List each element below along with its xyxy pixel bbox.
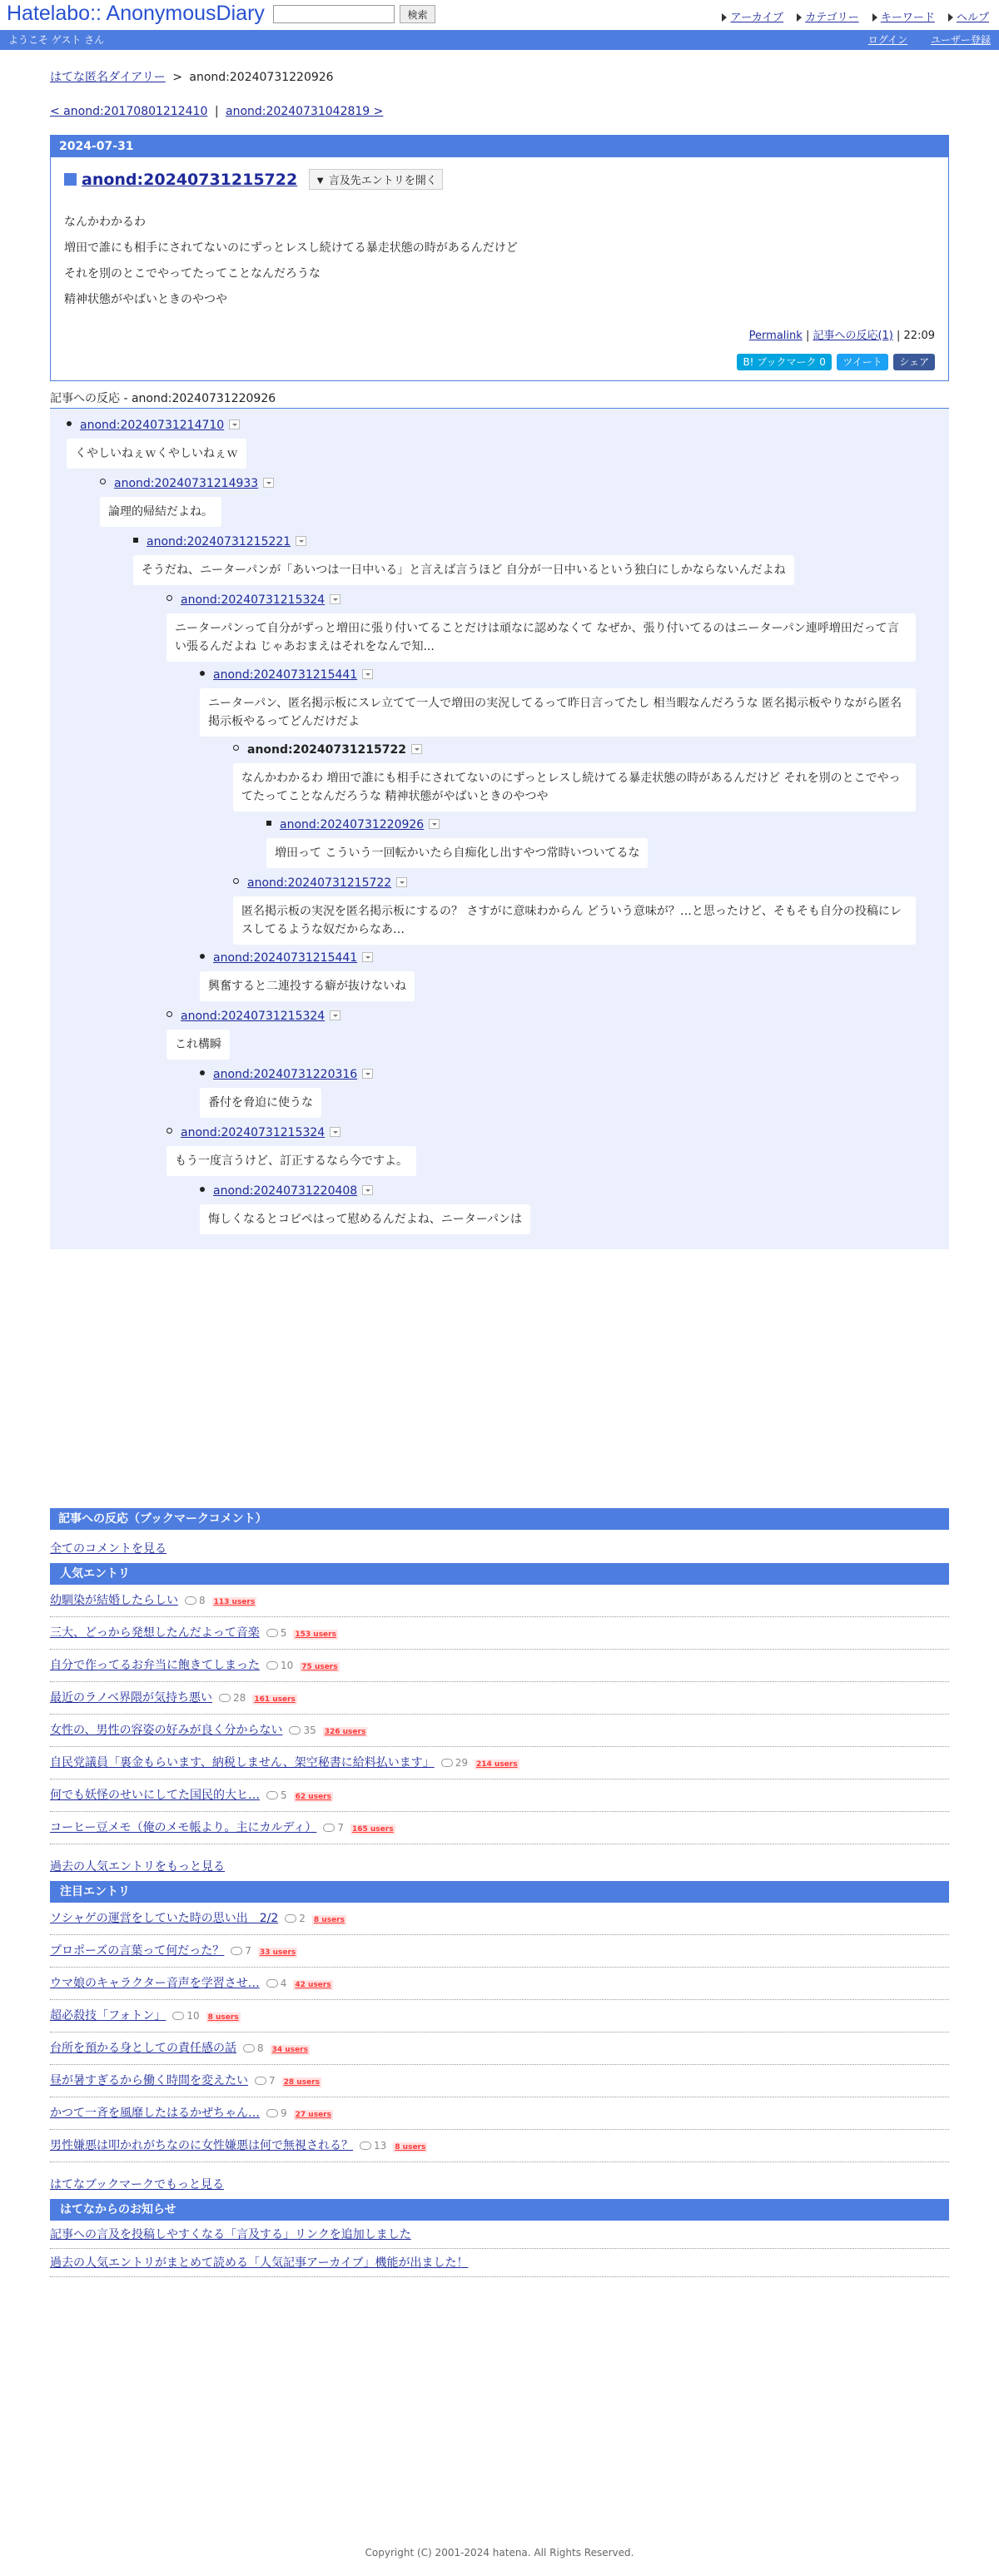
hatena-bookmark-button[interactable]: B! ブックマーク 0 <box>737 354 831 370</box>
main-content <box>50 50 949 1249</box>
reaction-text: これ構瞬 <box>166 1030 230 1060</box>
news-link[interactable]: 記事への言及を投稿しやすくなる「言及する」リンクを追加しました <box>50 2228 411 2241</box>
entry-link[interactable]: 女性の、男性の容姿の好みが良く分からない <box>50 1724 283 1737</box>
tweet-button[interactable]: ツイート <box>837 354 887 370</box>
nav-archive[interactable]: アーカイブ <box>722 12 783 24</box>
entry-text <box>64 210 935 313</box>
users-badge[interactable]: 42 users <box>295 1981 331 1989</box>
chevron-down-icon[interactable] <box>330 1010 340 1020</box>
users-badge[interactable]: 28 users <box>283 2078 320 2087</box>
entry-link[interactable]: 男性嫌悪は叩かれがちなのに女性嫌悪は何で無視される？ <box>50 2139 353 2152</box>
footer-copyright: Copyright (C) 2001-2024 hatena. All Rights Reserved. <box>365 2547 634 2559</box>
users-badge[interactable]: 113 users <box>213 1598 256 1606</box>
reaction-node <box>233 876 916 945</box>
list-item <box>50 1650 949 1682</box>
open-reference-button[interactable]: ▼ 言及先エントリを開く <box>309 169 442 190</box>
bullet-icon <box>166 1128 172 1134</box>
entry-line: なんかわかるわ <box>64 216 146 229</box>
pager <box>50 105 949 118</box>
reaction-node <box>266 818 648 868</box>
nav-category[interactable]: カテゴリー <box>797 12 858 24</box>
reaction-node <box>100 477 274 527</box>
chevron-down-icon[interactable] <box>330 594 340 604</box>
news-link[interactable]: 過去の人気エントリがまとめて読める「人気記事アーカイブ」機能が出ました！ <box>50 2256 469 2270</box>
reaction-text: 論理的帰結だよね。 <box>100 497 221 527</box>
list-item <box>50 2249 949 2277</box>
all-comments-link[interactable]: 全てのコメントを見る <box>50 1542 166 1556</box>
reaction-node <box>200 1184 530 1234</box>
entry-date: 2024-07-31 <box>51 136 948 157</box>
comment-icon <box>266 1629 278 1637</box>
login-link[interactable]: ログイン <box>867 34 908 46</box>
users-badge[interactable]: 165 users <box>351 1825 394 1834</box>
square-icon <box>64 173 77 186</box>
reaction-node <box>200 951 415 1001</box>
reaction-link[interactable]: anond:20240731214933 <box>114 477 259 490</box>
list-item <box>50 1903 949 1935</box>
comment-count: 10 <box>281 1660 294 1671</box>
reaction-link[interactable]: anond:20240731215441 <box>213 951 358 965</box>
bullet-icon <box>233 745 239 751</box>
breadcrumb-separator: > <box>172 71 182 84</box>
popular-list <box>50 1585 949 1844</box>
reaction-node <box>166 593 916 662</box>
entry-link[interactable]: 超必殺技「フォトン」 <box>50 2009 166 2023</box>
bookmark-comments-heading: 記事への反応（ブックマークコメント） <box>50 1508 949 1530</box>
prev-entry-link[interactable]: < anond:20170801212410 <box>50 105 208 118</box>
entry-link[interactable]: プロポーズの言葉って何だった？ <box>50 1944 225 1958</box>
welcome-text: ようこそ ゲスト さん <box>8 34 105 46</box>
reaction-link[interactable]: anond:20240731220926 <box>280 818 425 831</box>
comment-count: 2 <box>299 1913 306 1924</box>
users-badge[interactable]: 326 users <box>324 1728 366 1736</box>
entry-time: 22:09 <box>903 330 935 342</box>
entry-link[interactable]: 台所を預かる身としての責任感の話 <box>50 2042 236 2055</box>
comment-icon <box>219 1694 231 1702</box>
entry-line: 精神状態がやばいときのやつや <box>64 293 227 306</box>
entry-link[interactable]: 昼が暑すぎるから働く時間を変えたい <box>50 2074 248 2087</box>
attention-heading: 注目エントリ <box>50 1881 949 1903</box>
search-button[interactable]: 検索 <box>400 5 435 23</box>
chevron-down-icon[interactable] <box>396 877 407 887</box>
comment-icon <box>231 1947 242 1955</box>
footer-divider: | <box>897 330 904 342</box>
chevron-down-icon[interactable] <box>296 536 306 546</box>
reaction-link[interactable]: anond:20240731215324 <box>181 1010 326 1023</box>
reaction-text: 興奮すると二連投する癖が抜けないね <box>200 971 415 1001</box>
reaction-text: なんかわかるわ 増田で誰にも相手にされてないのにずっとレスし続けてる暴走状態の時があるんだけど それを別のとこでやってたってことなんだろうな 精神状態がやばいときのやつや <box>233 763 916 812</box>
comment-icon <box>323 1824 335 1832</box>
users-badge[interactable]: 161 users <box>254 1695 296 1704</box>
comment-icon <box>266 1979 278 1988</box>
entry-link[interactable]: 三大、どっから発想したんだよって音楽 <box>50 1626 260 1640</box>
popular-heading: 人気エントリ <box>50 1563 949 1585</box>
search-input[interactable] <box>273 5 395 23</box>
breadcrumb-home[interactable]: はてな匿名ダイアリー <box>50 71 166 84</box>
comment-icon <box>360 2142 371 2150</box>
comment-count: 7 <box>245 1945 251 1957</box>
bullet-icon <box>166 595 172 601</box>
entry-link[interactable]: 自民党議員「裏金もらいます、納税しません、架空秘書に給料払います」 <box>50 1756 435 1769</box>
comment-icon <box>266 2109 278 2117</box>
diary-entry <box>50 135 949 381</box>
breadcrumb <box>50 68 949 85</box>
reaction-node <box>200 1068 373 1118</box>
reaction-current: anond:20240731215722 <box>247 743 406 757</box>
entry-link[interactable]: 自分で作ってるお弁当に飽きてしまった <box>50 1659 260 1672</box>
bullet-icon <box>233 878 239 884</box>
users-badge[interactable]: 33 users <box>259 1948 296 1957</box>
comment-count: 7 <box>269 2075 276 2087</box>
list-item <box>50 1682 949 1715</box>
reaction-node <box>166 1126 416 1176</box>
bullet-icon <box>200 1070 205 1075</box>
entry-link[interactable]: コーヒー豆メモ（俺のメモ帳より。主にカルディ） <box>50 1821 317 1834</box>
reaction-node <box>200 668 916 737</box>
reactions-label: 記事への反応 - anond:20240731220926 <box>50 390 949 409</box>
comment-icon <box>185 1596 196 1605</box>
chevron-down-icon[interactable] <box>263 478 274 488</box>
entry-link[interactable]: ウマ娘のキャラクター音声を学習させ… <box>50 1977 260 1990</box>
reaction-link[interactable]: anond:20240731215722 <box>247 876 392 890</box>
bullet-icon <box>133 538 138 543</box>
reaction-link[interactable]: anond:20240731214710 <box>80 419 225 432</box>
list-item <box>50 1779 949 1812</box>
bullet-icon <box>200 954 205 959</box>
entry-line: 増田で誰にも相手にされてないのにずっとレスし続けてる暴走状態の時があるんだけど <box>64 241 518 255</box>
lower-sections <box>50 1508 949 2277</box>
comment-count: 8 <box>257 2042 264 2054</box>
comment-icon <box>172 2012 184 2020</box>
comment-count: 9 <box>281 2107 287 2119</box>
entry-line: それを別のとこでやってたってことなんだろうな <box>64 267 321 280</box>
footer-divider: | <box>805 330 813 342</box>
comment-count: 5 <box>280 1627 287 1639</box>
list-item <box>50 1747 949 1779</box>
bullet-icon <box>100 479 106 484</box>
list-item <box>50 1715 949 1747</box>
comment-icon <box>441 1759 453 1767</box>
share-buttons <box>64 354 935 372</box>
nav-keyword[interactable]: キーワード <box>872 12 935 24</box>
reaction-link[interactable]: anond:20240731215324 <box>181 1126 326 1139</box>
entry-link[interactable]: 最近のラノベ界隈が気持ち悪い <box>50 1691 213 1705</box>
reaction-text: もう一度言うけど、訂正するなら今ですよ。 <box>166 1146 416 1176</box>
reaction-node <box>233 743 916 812</box>
entry-link[interactable]: ソシャゲの運営をしていた時の思い出 2/2 <box>50 1912 279 1925</box>
reaction-text: ニーターパン、匿名掲示板にスレ立てて一人で増田の実況してるって昨日言ってたし 相当暇なんだろうな 匿名掲示板やりながら匿名掲示板やるってどんだけだよ <box>200 688 916 737</box>
reaction-text: 悔しくなるとコピペはって慰めるんだよね、ニーターパンは <box>200 1204 530 1234</box>
list-item <box>50 2130 949 2162</box>
entry-link[interactable]: かつて一斉を風靡したはるかぜちゃん… <box>50 2107 260 2120</box>
header <box>0 0 999 30</box>
reaction-text: 匿名掲示板の実況を匿名掲示板にするの？ さすがに意味わからん どういう意味が？…と思ったけど、そもそも自分の投稿にレスしてるような奴だからなあ… <box>233 896 916 945</box>
list-item <box>50 2065 949 2097</box>
users-badge[interactable]: 34 users <box>271 2046 308 2054</box>
reaction-link[interactable]: anond:20240731215221 <box>147 535 291 548</box>
reaction-text: そうだね、ニーターパンが「あいつは一日中いる」と言えば言うほど 自分が一日中いるという独白にしかならないんだよね <box>133 555 794 585</box>
list-item <box>50 2221 949 2249</box>
reactions-link[interactable]: 記事への反応(1) <box>813 330 893 342</box>
list-item <box>50 1968 949 2000</box>
reaction-text: 増田って こういう一回転かいたら自痴化し出すやつ常時いついてるな <box>266 838 648 868</box>
users-badge[interactable]: 75 users <box>301 1663 338 1671</box>
reaction-link[interactable]: anond:20240731215324 <box>181 593 326 607</box>
nav-help[interactable]: ヘルプ <box>948 12 989 24</box>
entry-link[interactable]: 幼馴染が結婚したらしい <box>50 1594 178 1607</box>
entry-footer <box>64 326 935 342</box>
users-badge[interactable]: 8 users <box>313 1916 345 1924</box>
entry-title[interactable]: anond:20240731215722 <box>82 170 298 189</box>
next-entry-link[interactable]: anond:20240731042819 > <box>226 105 384 118</box>
bullet-icon <box>200 1187 205 1192</box>
chevron-down-icon[interactable] <box>362 952 373 962</box>
comment-count: 28 <box>233 1692 246 1704</box>
bullet-icon <box>266 821 271 826</box>
chevron-down-icon[interactable] <box>362 669 373 679</box>
users-badge[interactable]: 214 users <box>476 1760 518 1769</box>
comment-icon <box>266 1661 278 1670</box>
entry-link[interactable]: 何でも妖怪のせいにしてた国民的大ヒ… <box>50 1789 260 1802</box>
chevron-down-icon[interactable] <box>411 744 422 754</box>
chevron-down-icon[interactable] <box>429 819 440 829</box>
bullet-icon <box>166 1011 172 1017</box>
users-badge[interactable]: 62 users <box>295 1793 331 1801</box>
more-popular-link[interactable]: 過去の人気エントリをもっと見る <box>50 1860 225 1874</box>
list-item <box>50 1585 949 1617</box>
chevron-down-icon[interactable] <box>362 1069 373 1079</box>
reaction-text: ニーターパンって自分がずっと増田に張り付いてることだけは頑なに認めなくて なぜか、張り付いてるのはニーターパン連呼増田だって言い張るんだよね じゃあおまえはそれをなんで知... <box>166 613 916 662</box>
facebook-share-button[interactable]: シェア <box>893 354 935 370</box>
news-heading: はてなからのお知らせ <box>50 2199 949 2221</box>
more-bookmark-link[interactable]: はてなブックマークでもっと見る <box>50 2178 225 2191</box>
entry-title-row <box>64 169 935 190</box>
comment-icon <box>289 1726 301 1735</box>
comment-count: 7 <box>337 1822 344 1834</box>
account-bar <box>0 30 999 50</box>
reaction-text: 番付を脅迫に使うな <box>200 1088 321 1118</box>
chevron-down-icon[interactable] <box>330 1127 340 1137</box>
reaction-link[interactable]: anond:20240731215441 <box>213 668 358 682</box>
top-nav <box>712 8 989 24</box>
site-logo[interactable]: Hatelabo:: AnonymousDiary <box>7 2 265 25</box>
list-item <box>50 2033 949 2065</box>
comment-icon <box>243 2044 255 2052</box>
comment-count: 13 <box>374 2140 387 2152</box>
users-badge[interactable]: 8 users <box>395 2143 426 2152</box>
list-item <box>50 1935 949 1968</box>
comment-icon <box>285 1914 296 1923</box>
users-badge[interactable]: 27 users <box>295 2111 331 2119</box>
comment-count: 35 <box>303 1725 316 1736</box>
comment-icon <box>255 2077 266 2085</box>
entry-body <box>51 157 948 380</box>
comment-count: 5 <box>281 1789 287 1801</box>
comment-count: 8 <box>199 1595 206 1606</box>
users-badge[interactable]: 8 users <box>207 2013 239 2022</box>
comment-count: 4 <box>280 1978 287 1989</box>
reaction-thread <box>50 409 949 1249</box>
breadcrumb-current: anond:20240731220926 <box>189 71 334 84</box>
bullet-icon <box>200 671 205 676</box>
list-item <box>50 1812 949 1844</box>
register-link[interactable]: ユーザー登録 <box>930 34 991 46</box>
news-list <box>50 2221 949 2277</box>
account-links <box>848 30 991 50</box>
bullet-icon <box>67 421 72 426</box>
list-item <box>50 1617 949 1650</box>
reaction-node <box>166 1010 340 1060</box>
comment-icon <box>266 1791 278 1799</box>
reaction-text: くやしいねぇｗくやしいねぇｗ <box>67 439 246 469</box>
permalink[interactable]: Permalink <box>748 330 803 342</box>
reaction-node <box>67 419 246 469</box>
comment-count: 10 <box>186 2010 200 2022</box>
comment-count: 29 <box>455 1757 468 1769</box>
attention-list <box>50 1903 949 2162</box>
chevron-down-icon[interactable] <box>229 419 240 429</box>
chevron-down-icon[interactable] <box>362 1185 373 1195</box>
reaction-link[interactable]: anond:20240731220408 <box>213 1184 358 1198</box>
users-badge[interactable]: 153 users <box>295 1630 336 1639</box>
pager-divider: | <box>214 105 219 118</box>
list-item <box>50 2000 949 2033</box>
reaction-link[interactable]: anond:20240731220316 <box>213 1068 358 1081</box>
list-item <box>50 2097 949 2130</box>
reaction-node <box>133 535 794 585</box>
